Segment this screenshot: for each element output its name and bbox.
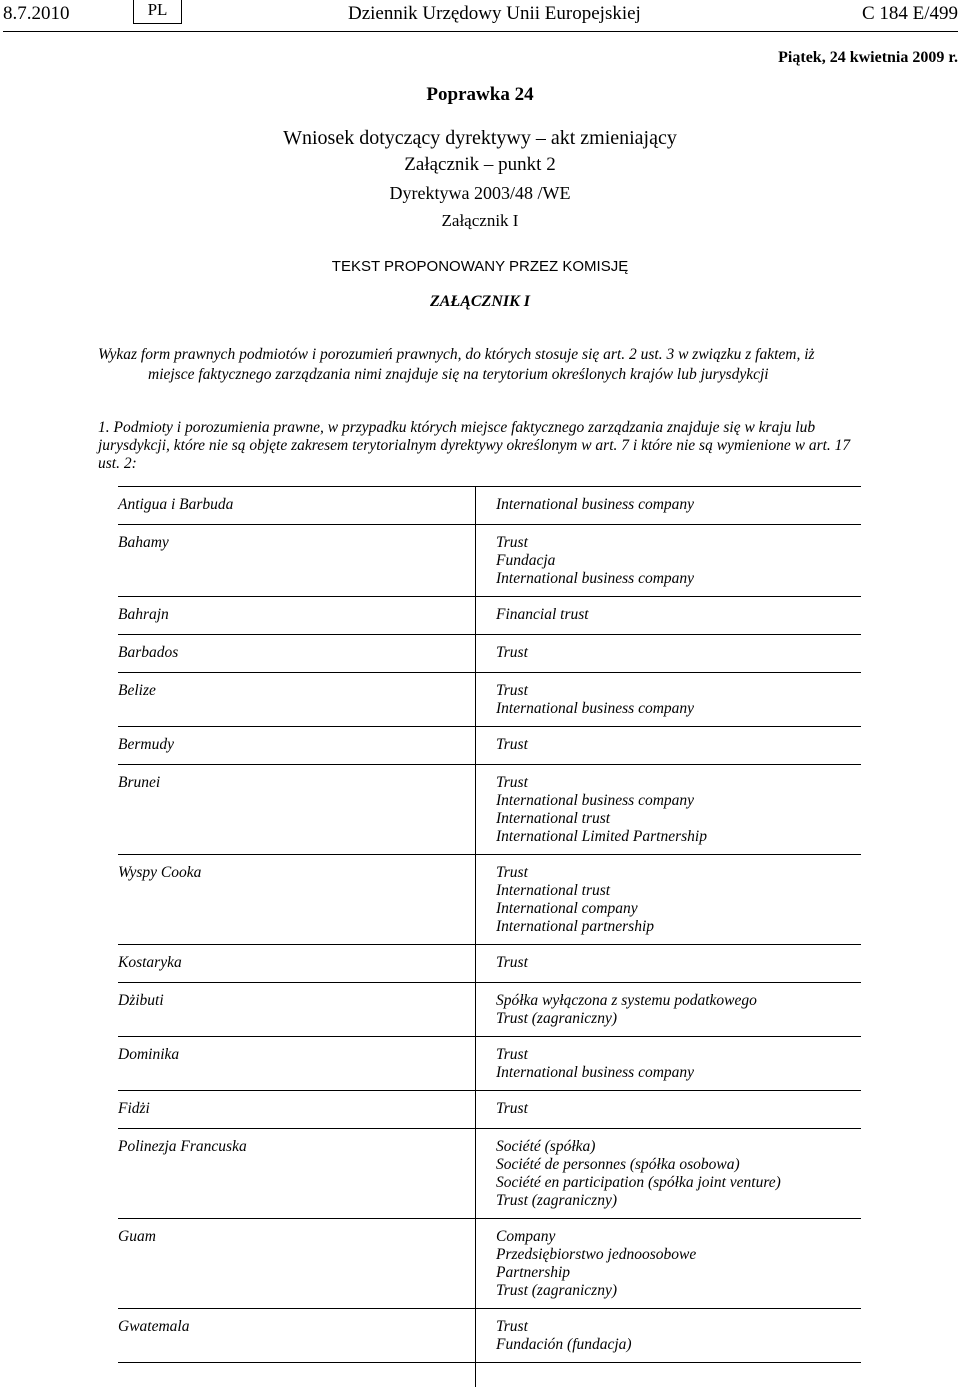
intro-line-2: miejsce faktycznego zarządzania nimi znajduje się na terytorium określonych krajów lub jurysdykcji xyxy=(148,366,769,383)
table-row xyxy=(118,982,861,1036)
country-name: Wyspy Cooka xyxy=(118,864,202,881)
amendment-number: Poprawka 24 xyxy=(426,84,534,105)
page-header xyxy=(0,0,960,38)
legal-forms xyxy=(496,1219,861,1308)
legal-form-item: International business company xyxy=(496,496,695,513)
country-name: Dżibuti xyxy=(118,992,164,1009)
country-name: Guam xyxy=(118,1228,156,1245)
legal-form-item: International Limited Partnership xyxy=(496,828,707,845)
proposal-title: Wniosek dotyczący dyrektywy – akt zmieniający xyxy=(283,127,677,149)
legal-forms xyxy=(496,855,861,944)
legal-form-item: International business company xyxy=(496,570,695,587)
legal-form-item: International business company xyxy=(496,700,695,717)
table-row xyxy=(118,596,861,634)
legal-form-item: Trust xyxy=(496,1100,528,1117)
annex-ref: Załącznik I xyxy=(441,211,519,230)
table-row xyxy=(118,672,861,726)
legal-forms xyxy=(496,983,861,1036)
legal-form-item: International trust xyxy=(496,882,611,899)
annex-intro xyxy=(98,345,866,385)
session-date: Piątek, 24 kwietnia 2009 r. xyxy=(778,49,958,66)
annex-title: ZAŁĄCZNIK I xyxy=(429,293,530,310)
legal-forms xyxy=(496,765,861,854)
country-name: Brunei xyxy=(118,774,161,791)
legal-forms xyxy=(496,597,861,634)
legal-form-item: Trust xyxy=(496,736,528,753)
table-row xyxy=(118,1090,861,1128)
legal-form-item: Trust xyxy=(496,1318,528,1335)
legal-form-item: Société de personnes (spółka osobowa) xyxy=(496,1156,740,1173)
table-column-divider xyxy=(475,486,476,1387)
journal-title: Dziennik Urzędowy Unii Europejskiej xyxy=(348,3,641,24)
legal-form-item: Przedsiębiorstwo jednoosobowe xyxy=(496,1246,697,1263)
country-name: Antigua i Barbuda xyxy=(118,496,234,513)
legal-form-item: Trust xyxy=(496,864,528,881)
country-name: Bahrajn xyxy=(118,606,169,623)
table-row xyxy=(118,944,861,982)
legal-forms-table xyxy=(118,486,861,1363)
legal-form-item: Trust xyxy=(496,1046,528,1063)
country-name: Bermudy xyxy=(118,736,174,753)
country-name: Kostaryka xyxy=(118,954,182,971)
legal-form-item: International company xyxy=(496,900,638,917)
legal-form-item: International business company xyxy=(496,792,695,809)
legal-form-item: Trust (zagraniczny) xyxy=(496,1010,617,1027)
legal-forms xyxy=(496,945,861,982)
legal-forms xyxy=(496,1309,861,1362)
table-row xyxy=(118,1036,861,1090)
table-row xyxy=(118,634,861,672)
legal-forms xyxy=(496,1129,861,1218)
legal-forms xyxy=(496,525,861,596)
legal-form-item: Spółka wyłączona z systemu podatkowego xyxy=(496,992,757,1009)
country-name: Polinezja Francuska xyxy=(118,1138,247,1155)
directive-ref: Dyrektywa 2003/48 /WE xyxy=(389,183,571,203)
language-badge: PL xyxy=(133,0,182,24)
country-name: Fidżi xyxy=(118,1100,150,1117)
legal-form-item: International business company xyxy=(496,1064,695,1081)
country-name: Gwatemala xyxy=(118,1318,190,1335)
text-proposed-heading: TEKST PROPONOWANY PRZEZ KOMISJĘ xyxy=(331,258,629,275)
table-row xyxy=(118,726,861,764)
legal-forms xyxy=(496,1091,861,1128)
issue-number: C 184 E/499 xyxy=(861,3,958,24)
legal-forms xyxy=(496,727,861,764)
table-row xyxy=(118,524,861,596)
country-name: Barbados xyxy=(118,644,179,661)
table-row xyxy=(118,1128,861,1218)
legal-form-item: International trust xyxy=(496,810,611,827)
header-divider xyxy=(3,31,958,32)
legal-forms xyxy=(496,673,861,726)
annex-point: Załącznik – punkt 2 xyxy=(404,154,556,175)
legal-form-item: Société en participation (spółka joint venture) xyxy=(496,1174,781,1191)
intro-line-1: Wykaz form prawnych podmiotów i porozumień prawnych, do których stosuje się art. 2 ust. 3 w związku z faktem, iż xyxy=(98,346,815,363)
legal-forms xyxy=(496,1037,861,1090)
table-row xyxy=(118,764,861,854)
legal-form-item: Trust xyxy=(496,954,528,971)
legal-form-item: Trust xyxy=(496,774,528,791)
legal-form-item: Trust (zagraniczny) xyxy=(496,1192,617,1209)
table-row xyxy=(118,854,861,944)
table-row xyxy=(118,1218,861,1308)
legal-forms xyxy=(496,635,861,672)
legal-form-item: Société (spółka) xyxy=(496,1138,596,1155)
legal-form-item: Fundacja xyxy=(496,552,556,569)
legal-form-item: Partnership xyxy=(496,1264,571,1281)
legal-form-item: Trust xyxy=(496,644,528,661)
legal-form-item: Company xyxy=(496,1228,556,1245)
legal-form-item: International partnership xyxy=(496,918,655,935)
table-row xyxy=(118,486,861,524)
legal-forms xyxy=(496,487,861,524)
country-name: Bahamy xyxy=(118,534,169,551)
paragraph-1: 1. Podmioty i porozumienia prawne, w przypadku których miejsce faktycznego zarządzania znajduje się w kraju lub jurysdykcji, które nie są objęte zakresem terytorialnym dyrektywy określonym w art. 7 i które nie są wymienione w art. 17 ust. 2: xyxy=(98,419,851,472)
legal-form-item: Fundación (fundacja) xyxy=(496,1336,632,1353)
legal-form-item: Financial trust xyxy=(496,606,589,623)
publication-date: 8.7.2010 xyxy=(3,3,70,24)
table-row xyxy=(118,1308,861,1363)
country-name: Belize xyxy=(118,682,156,699)
legal-form-item: Trust xyxy=(496,682,528,699)
legal-form-item: Trust (zagraniczny) xyxy=(496,1282,617,1299)
legal-form-item: Trust xyxy=(496,534,528,551)
country-name: Dominika xyxy=(118,1046,180,1063)
